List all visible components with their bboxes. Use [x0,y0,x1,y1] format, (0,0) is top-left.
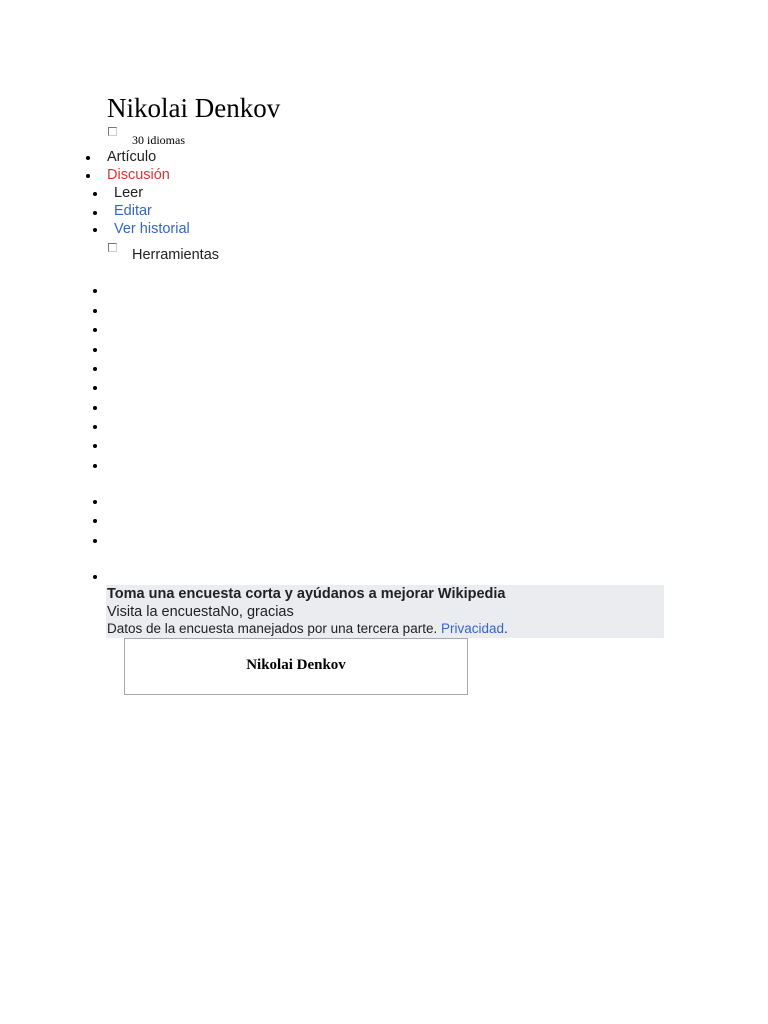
tools-button[interactable]: Herramientas [132,247,220,263]
page-title: Nikolai Denkov [107,93,281,123]
survey-note-text: Datos de la encuesta manejados por una tercera parte. [107,621,441,636]
survey-note-end: . [504,621,508,636]
empty-list-item [93,348,97,352]
survey-title: Toma una encuesta corta y ayúdanos a mejorar Wikipedia [107,586,506,602]
empty-list-item [93,406,97,410]
empty-list-item [93,464,97,468]
tab-read[interactable]: Leer [114,185,144,201]
empty-list-item [93,289,97,293]
tools-toggle-checkbox[interactable] [108,243,117,252]
survey-note [107,621,508,636]
survey-visit-button[interactable]: Visita la encuesta [107,604,221,620]
empty-list-item [93,309,97,313]
tab-history[interactable]: Ver historial [114,221,190,237]
empty-list-item [93,444,97,448]
empty-list-item [93,367,97,371]
empty-list-item [93,386,97,390]
tab-edit[interactable]: Editar [114,203,152,219]
tab-discussion[interactable]: Discusión [107,167,170,183]
empty-list-item [93,575,97,579]
list-bullet [93,192,97,196]
infobox [124,638,468,695]
infobox-title: Nikolai Denkov [246,657,346,673]
empty-list-item [93,539,97,543]
empty-list-item [93,328,97,332]
survey-decline-button[interactable]: No, gracias [220,604,294,620]
list-bullet [93,228,97,232]
empty-list-item [93,425,97,429]
list-bullet [86,174,90,178]
survey-actions [107,604,294,620]
empty-list-item [93,519,97,523]
list-bullet [93,211,97,215]
languages-button[interactable]: 30 idiomas [132,133,185,147]
list-bullet [86,156,90,160]
privacy-link[interactable]: Privacidad [440,621,504,636]
tab-article[interactable]: Artículo [107,149,157,165]
languages-toggle-checkbox[interactable] [108,127,117,136]
empty-list-item [93,500,97,504]
